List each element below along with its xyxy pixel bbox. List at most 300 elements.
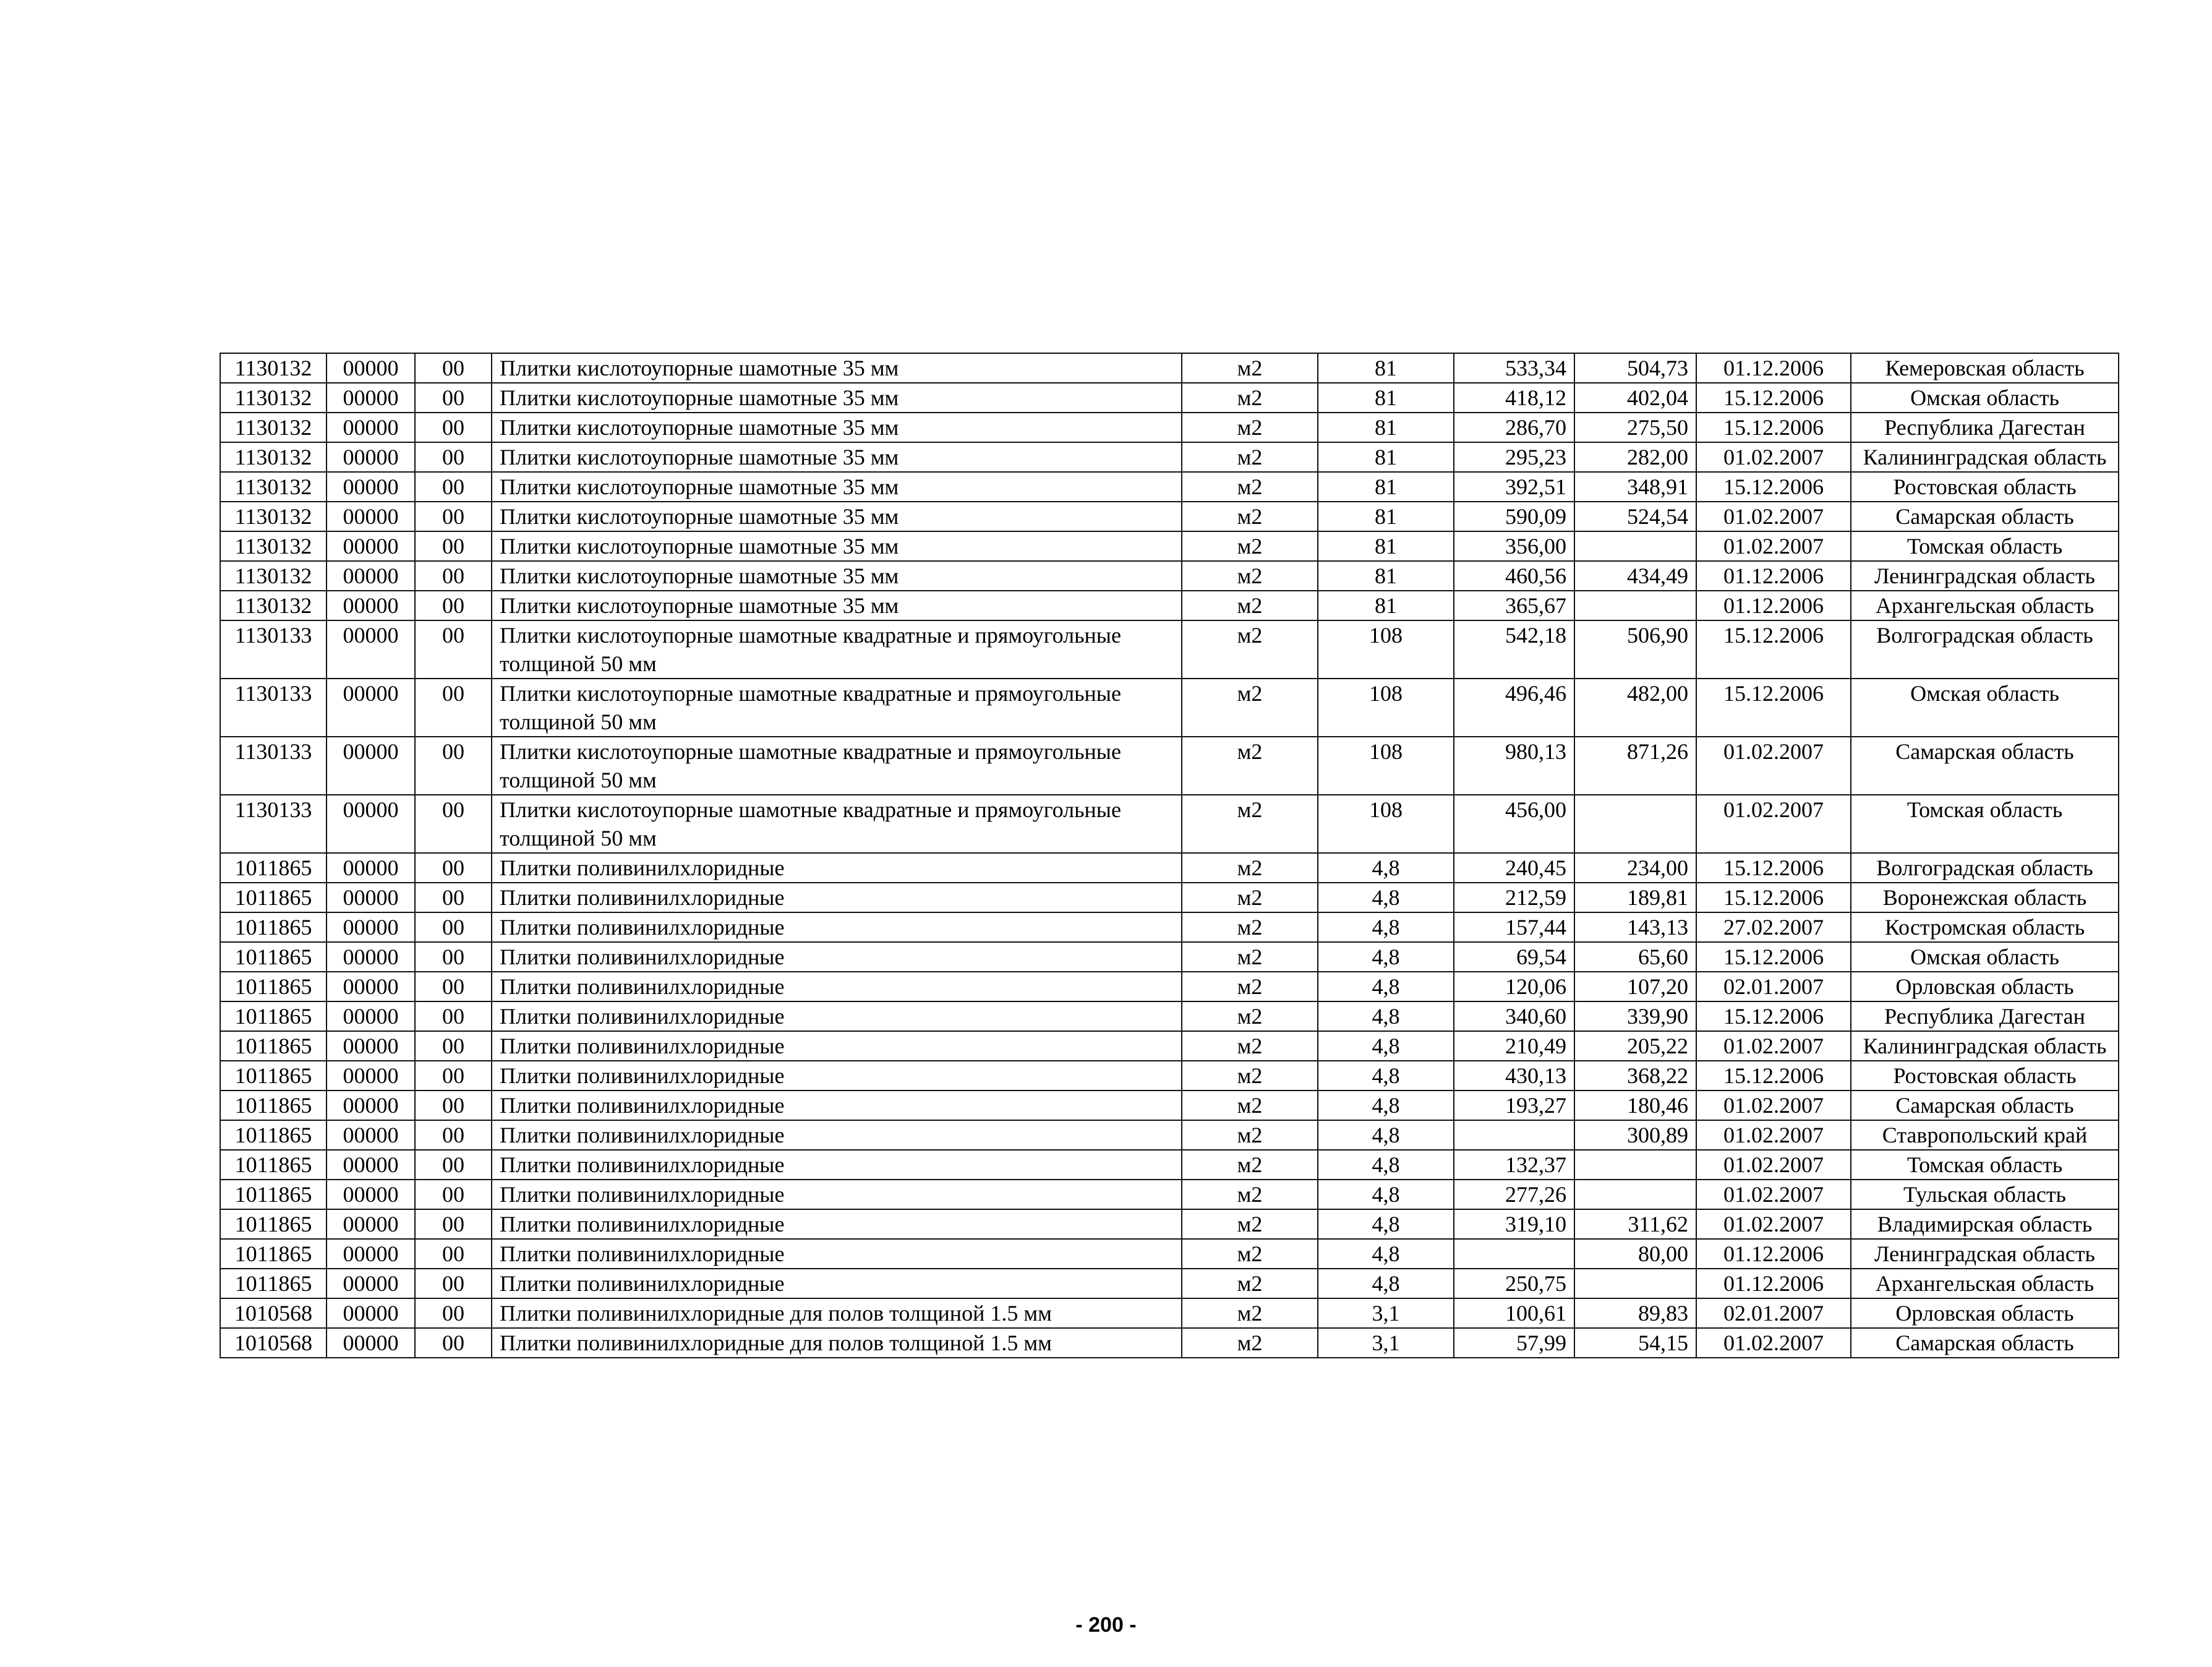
region-cell: Калининградская область	[1851, 1031, 2119, 1061]
item-code-cell: 1130133	[220, 679, 327, 737]
table-row	[220, 883, 2119, 912]
unit-cell: м2	[1182, 1298, 1318, 1328]
suffix-cell: 00	[415, 1061, 492, 1091]
price-2-cell: 311,62	[1574, 1209, 1696, 1239]
price-2-cell: 339,90	[1574, 1001, 1696, 1031]
unit-cell: м2	[1182, 442, 1318, 472]
price-1-cell: 418,12	[1454, 383, 1574, 413]
region-cell: Самарская область	[1851, 737, 2119, 795]
region-cell: Самарская область	[1851, 1091, 2119, 1120]
price-2-cell	[1574, 531, 1696, 561]
price-table	[220, 353, 2119, 1358]
date-cell: 15.12.2006	[1696, 942, 1851, 972]
item-code-cell: 1130133	[220, 737, 327, 795]
region-cell: Архангельская область	[1851, 591, 2119, 620]
material-name-cell: Плитки поливинилхлоридные	[492, 1209, 1182, 1239]
quantity-cell: 4,8	[1318, 1061, 1454, 1091]
subcode-cell: 00000	[327, 1298, 415, 1328]
item-code-cell: 1130132	[220, 413, 327, 442]
region-cell: Владимирская область	[1851, 1209, 2119, 1239]
suffix-cell: 00	[415, 1298, 492, 1328]
table-row	[220, 1269, 2119, 1298]
subcode-cell: 00000	[327, 737, 415, 795]
item-code-cell: 1011865	[220, 1001, 327, 1031]
unit-cell: м2	[1182, 531, 1318, 561]
date-cell: 01.12.2006	[1696, 353, 1851, 383]
material-name-cell: Плитки поливинилхлоридные	[492, 942, 1182, 972]
page-number: - 200 -	[1075, 1613, 1137, 1637]
material-name-cell: Плитки поливинилхлоридные	[492, 1150, 1182, 1180]
suffix-cell: 00	[415, 853, 492, 883]
date-cell: 15.12.2006	[1696, 883, 1851, 912]
price-1-cell: 210,49	[1454, 1031, 1574, 1061]
quantity-cell: 4,8	[1318, 1120, 1454, 1150]
quantity-cell: 108	[1318, 737, 1454, 795]
region-cell: Ленинградская область	[1851, 561, 2119, 591]
material-name-cell: Плитки поливинилхлоридные	[492, 972, 1182, 1001]
item-code-cell: 1130132	[220, 531, 327, 561]
material-name-cell: Плитки кислотоупорные шамотные 35 мм	[492, 502, 1182, 531]
item-code-cell: 1130132	[220, 561, 327, 591]
date-cell: 02.01.2007	[1696, 972, 1851, 1001]
date-cell: 15.12.2006	[1696, 383, 1851, 413]
unit-cell: м2	[1182, 1091, 1318, 1120]
price-1-cell: 496,46	[1454, 679, 1574, 737]
unit-cell: м2	[1182, 502, 1318, 531]
suffix-cell: 00	[415, 353, 492, 383]
material-name-cell: Плитки кислотоупорные шамотные квадратные и прямоугольные толщиной 50 мм	[492, 737, 1182, 795]
subcode-cell: 00000	[327, 591, 415, 620]
unit-cell: м2	[1182, 591, 1318, 620]
material-name-cell: Плитки поливинилхлоридные	[492, 1031, 1182, 1061]
price-1-cell: 590,09	[1454, 502, 1574, 531]
subcode-cell: 00000	[327, 531, 415, 561]
date-cell: 01.02.2007	[1696, 1031, 1851, 1061]
price-1-cell: 132,37	[1454, 1150, 1574, 1180]
price-2-cell: 300,89	[1574, 1120, 1696, 1150]
table-row	[220, 502, 2119, 531]
table-row	[220, 472, 2119, 502]
unit-cell: м2	[1182, 972, 1318, 1001]
table-row	[220, 853, 2119, 883]
quantity-cell: 81	[1318, 353, 1454, 383]
item-code-cell: 1130133	[220, 620, 327, 679]
subcode-cell: 00000	[327, 561, 415, 591]
material-name-cell: Плитки поливинилхлоридные	[492, 1180, 1182, 1209]
price-1-cell: 460,56	[1454, 561, 1574, 591]
item-code-cell: 1130132	[220, 591, 327, 620]
price-1-cell: 365,67	[1454, 591, 1574, 620]
subcode-cell: 00000	[327, 413, 415, 442]
quantity-cell: 4,8	[1318, 1150, 1454, 1180]
unit-cell: м2	[1182, 883, 1318, 912]
price-2-cell: 143,13	[1574, 912, 1696, 942]
price-2-cell: 234,00	[1574, 853, 1696, 883]
subcode-cell: 00000	[327, 1150, 415, 1180]
suffix-cell: 00	[415, 679, 492, 737]
material-name-cell: Плитки кислотоупорные шамотные квадратные и прямоугольные толщиной 50 мм	[492, 679, 1182, 737]
price-2-cell: 205,22	[1574, 1031, 1696, 1061]
suffix-cell: 00	[415, 883, 492, 912]
price-1-cell: 57,99	[1454, 1328, 1574, 1358]
price-1-cell: 533,34	[1454, 353, 1574, 383]
material-name-cell: Плитки поливинилхлоридные	[492, 1269, 1182, 1298]
price-2-cell	[1574, 591, 1696, 620]
price-1-cell: 542,18	[1454, 620, 1574, 679]
price-2-cell: 65,60	[1574, 942, 1696, 972]
price-2-cell: 871,26	[1574, 737, 1696, 795]
date-cell: 01.02.2007	[1696, 1150, 1851, 1180]
price-2-cell: 504,73	[1574, 353, 1696, 383]
suffix-cell: 00	[415, 413, 492, 442]
item-code-cell: 1011865	[220, 972, 327, 1001]
price-1-cell: 430,13	[1454, 1061, 1574, 1091]
price-1-cell: 456,00	[1454, 795, 1574, 853]
item-code-cell: 1011865	[220, 942, 327, 972]
unit-cell: м2	[1182, 1120, 1318, 1150]
table-row	[220, 972, 2119, 1001]
date-cell: 01.02.2007	[1696, 531, 1851, 561]
item-code-cell: 1130132	[220, 353, 327, 383]
subcode-cell: 00000	[327, 1180, 415, 1209]
quantity-cell: 81	[1318, 442, 1454, 472]
price-sheet	[220, 353, 2118, 1358]
unit-cell: м2	[1182, 1328, 1318, 1358]
subcode-cell: 00000	[327, 620, 415, 679]
date-cell: 27.02.2007	[1696, 912, 1851, 942]
material-name-cell: Плитки поливинилхлоридные для полов толщиной 1.5 мм	[492, 1328, 1182, 1358]
region-cell: Воронежская область	[1851, 883, 2119, 912]
price-2-cell: 524,54	[1574, 502, 1696, 531]
date-cell: 01.12.2006	[1696, 1269, 1851, 1298]
unit-cell: м2	[1182, 383, 1318, 413]
quantity-cell: 4,8	[1318, 912, 1454, 942]
suffix-cell: 00	[415, 795, 492, 853]
price-2-cell: 434,49	[1574, 561, 1696, 591]
suffix-cell: 00	[415, 912, 492, 942]
date-cell: 01.12.2006	[1696, 591, 1851, 620]
material-name-cell: Плитки поливинилхлоридные	[492, 1091, 1182, 1120]
subcode-cell: 00000	[327, 1209, 415, 1239]
table-row	[220, 1031, 2119, 1061]
subcode-cell: 00000	[327, 942, 415, 972]
unit-cell: м2	[1182, 1001, 1318, 1031]
price-1-cell: 212,59	[1454, 883, 1574, 912]
subcode-cell: 00000	[327, 472, 415, 502]
subcode-cell: 00000	[327, 502, 415, 531]
table-row	[220, 383, 2119, 413]
price-2-cell: 180,46	[1574, 1091, 1696, 1120]
subcode-cell: 00000	[327, 1001, 415, 1031]
price-1-cell: 100,61	[1454, 1298, 1574, 1328]
table-row	[220, 1150, 2119, 1180]
date-cell: 01.02.2007	[1696, 1091, 1851, 1120]
quantity-cell: 81	[1318, 502, 1454, 531]
date-cell: 01.02.2007	[1696, 737, 1851, 795]
quantity-cell: 4,8	[1318, 1269, 1454, 1298]
price-2-cell: 506,90	[1574, 620, 1696, 679]
item-code-cell: 1011865	[220, 853, 327, 883]
region-cell: Ставропольский край	[1851, 1120, 2119, 1150]
material-name-cell: Плитки поливинилхлоридные	[492, 1120, 1182, 1150]
quantity-cell: 4,8	[1318, 853, 1454, 883]
table-row	[220, 531, 2119, 561]
suffix-cell: 00	[415, 502, 492, 531]
material-name-cell: Плитки кислотоупорные шамотные 35 мм	[492, 413, 1182, 442]
region-cell: Республика Дагестан	[1851, 1001, 2119, 1031]
material-name-cell: Плитки поливинилхлоридные	[492, 1239, 1182, 1269]
region-cell: Калининградская область	[1851, 442, 2119, 472]
suffix-cell: 00	[415, 942, 492, 972]
subcode-cell: 00000	[327, 442, 415, 472]
quantity-cell: 3,1	[1318, 1298, 1454, 1328]
subcode-cell: 00000	[327, 972, 415, 1001]
suffix-cell: 00	[415, 620, 492, 679]
price-2-cell: 54,15	[1574, 1328, 1696, 1358]
material-name-cell: Плитки кислотоупорные шамотные 35 мм	[492, 531, 1182, 561]
unit-cell: м2	[1182, 1031, 1318, 1061]
date-cell: 15.12.2006	[1696, 853, 1851, 883]
price-1-cell: 193,27	[1454, 1091, 1574, 1120]
quantity-cell: 4,8	[1318, 1001, 1454, 1031]
item-code-cell: 1130132	[220, 502, 327, 531]
region-cell: Томская область	[1851, 531, 2119, 561]
quantity-cell: 4,8	[1318, 1180, 1454, 1209]
quantity-cell: 81	[1318, 472, 1454, 502]
material-name-cell: Плитки поливинилхлоридные	[492, 1061, 1182, 1091]
unit-cell: м2	[1182, 561, 1318, 591]
item-code-cell: 1011865	[220, 1031, 327, 1061]
subcode-cell: 00000	[327, 1120, 415, 1150]
subcode-cell: 00000	[327, 383, 415, 413]
date-cell: 01.02.2007	[1696, 442, 1851, 472]
suffix-cell: 00	[415, 531, 492, 561]
item-code-cell: 1011865	[220, 1239, 327, 1269]
price-2-cell: 482,00	[1574, 679, 1696, 737]
suffix-cell: 00	[415, 1091, 492, 1120]
unit-cell: м2	[1182, 1209, 1318, 1239]
table-row	[220, 942, 2119, 972]
item-code-cell: 1011865	[220, 1209, 327, 1239]
material-name-cell: Плитки кислотоупорные шамотные 35 мм	[492, 383, 1182, 413]
table-row	[220, 1298, 2119, 1328]
quantity-cell: 81	[1318, 383, 1454, 413]
table-row	[220, 1209, 2119, 1239]
region-cell: Томская область	[1851, 795, 2119, 853]
material-name-cell: Плитки кислотоупорные шамотные 35 мм	[492, 561, 1182, 591]
quantity-cell: 4,8	[1318, 1209, 1454, 1239]
unit-cell: м2	[1182, 353, 1318, 383]
price-2-cell: 80,00	[1574, 1239, 1696, 1269]
price-2-cell	[1574, 795, 1696, 853]
price-2-cell	[1574, 1180, 1696, 1209]
suffix-cell: 00	[415, 1180, 492, 1209]
subcode-cell: 00000	[327, 1239, 415, 1269]
table-row	[220, 912, 2119, 942]
price-1-cell: 157,44	[1454, 912, 1574, 942]
item-code-cell: 1011865	[220, 912, 327, 942]
region-cell: Томская область	[1851, 1150, 2119, 1180]
table-row	[220, 679, 2119, 737]
price-2-cell	[1574, 1269, 1696, 1298]
quantity-cell: 4,8	[1318, 1031, 1454, 1061]
table-row	[220, 620, 2119, 679]
region-cell: Омская область	[1851, 679, 2119, 737]
unit-cell: м2	[1182, 679, 1318, 737]
price-1-cell: 295,23	[1454, 442, 1574, 472]
date-cell: 15.12.2006	[1696, 620, 1851, 679]
quantity-cell: 3,1	[1318, 1328, 1454, 1358]
suffix-cell: 00	[415, 1120, 492, 1150]
region-cell: Ростовская область	[1851, 472, 2119, 502]
suffix-cell: 00	[415, 1328, 492, 1358]
price-1-cell: 392,51	[1454, 472, 1574, 502]
price-1-cell: 120,06	[1454, 972, 1574, 1001]
price-1-cell: 277,26	[1454, 1180, 1574, 1209]
table-row	[220, 353, 2119, 383]
unit-cell: м2	[1182, 1269, 1318, 1298]
table-row	[220, 1328, 2119, 1358]
price-1-cell: 980,13	[1454, 737, 1574, 795]
item-code-cell: 1130132	[220, 383, 327, 413]
date-cell: 15.12.2006	[1696, 472, 1851, 502]
date-cell: 01.02.2007	[1696, 1180, 1851, 1209]
unit-cell: м2	[1182, 737, 1318, 795]
material-name-cell: Плитки кислотоупорные шамотные 35 мм	[492, 442, 1182, 472]
subcode-cell: 00000	[327, 1061, 415, 1091]
item-code-cell: 1010568	[220, 1298, 327, 1328]
table-row	[220, 1091, 2119, 1120]
quantity-cell: 108	[1318, 679, 1454, 737]
price-1-cell: 240,45	[1454, 853, 1574, 883]
subcode-cell: 00000	[327, 853, 415, 883]
subcode-cell: 00000	[327, 1269, 415, 1298]
material-name-cell: Плитки поливинилхлоридные	[492, 883, 1182, 912]
table-row	[220, 1061, 2119, 1091]
unit-cell: м2	[1182, 1150, 1318, 1180]
unit-cell: м2	[1182, 1061, 1318, 1091]
item-code-cell: 1011865	[220, 1180, 327, 1209]
price-2-cell: 402,04	[1574, 383, 1696, 413]
quantity-cell: 4,8	[1318, 1091, 1454, 1120]
region-cell: Архангельская область	[1851, 1269, 2119, 1298]
date-cell: 01.12.2006	[1696, 1239, 1851, 1269]
table-row	[220, 1120, 2119, 1150]
quantity-cell: 81	[1318, 531, 1454, 561]
table-row	[220, 591, 2119, 620]
unit-cell: м2	[1182, 1180, 1318, 1209]
subcode-cell: 00000	[327, 353, 415, 383]
region-cell: Орловская область	[1851, 1298, 2119, 1328]
price-2-cell: 107,20	[1574, 972, 1696, 1001]
price-2-cell: 348,91	[1574, 472, 1696, 502]
date-cell: 15.12.2006	[1696, 1061, 1851, 1091]
unit-cell: м2	[1182, 853, 1318, 883]
table-row	[220, 561, 2119, 591]
region-cell: Орловская область	[1851, 972, 2119, 1001]
item-code-cell: 1130133	[220, 795, 327, 853]
suffix-cell: 00	[415, 442, 492, 472]
subcode-cell: 00000	[327, 795, 415, 853]
date-cell: 15.12.2006	[1696, 1001, 1851, 1031]
item-code-cell: 1011865	[220, 883, 327, 912]
price-2-cell: 368,22	[1574, 1061, 1696, 1091]
suffix-cell: 00	[415, 1150, 492, 1180]
quantity-cell: 81	[1318, 561, 1454, 591]
price-1-cell: 286,70	[1454, 413, 1574, 442]
region-cell: Ленинградская область	[1851, 1239, 2119, 1269]
price-2-cell: 275,50	[1574, 413, 1696, 442]
subcode-cell: 00000	[327, 679, 415, 737]
date-cell: 01.02.2007	[1696, 502, 1851, 531]
table-row	[220, 737, 2119, 795]
item-code-cell: 1130132	[220, 442, 327, 472]
region-cell: Самарская область	[1851, 1328, 2119, 1358]
unit-cell: м2	[1182, 912, 1318, 942]
price-2-cell	[1574, 1150, 1696, 1180]
table-row	[220, 795, 2119, 853]
price-2-cell: 189,81	[1574, 883, 1696, 912]
item-code-cell: 1011865	[220, 1061, 327, 1091]
suffix-cell: 00	[415, 1269, 492, 1298]
suffix-cell: 00	[415, 1239, 492, 1269]
price-1-cell: 319,10	[1454, 1209, 1574, 1239]
region-cell: Волгоградская область	[1851, 853, 2119, 883]
unit-cell: м2	[1182, 472, 1318, 502]
subcode-cell: 00000	[327, 1031, 415, 1061]
date-cell: 15.12.2006	[1696, 679, 1851, 737]
subcode-cell: 00000	[327, 912, 415, 942]
date-cell: 01.12.2006	[1696, 561, 1851, 591]
suffix-cell: 00	[415, 972, 492, 1001]
suffix-cell: 00	[415, 472, 492, 502]
unit-cell: м2	[1182, 1239, 1318, 1269]
quantity-cell: 81	[1318, 591, 1454, 620]
region-cell: Республика Дагестан	[1851, 413, 2119, 442]
quantity-cell: 4,8	[1318, 1239, 1454, 1269]
suffix-cell: 00	[415, 591, 492, 620]
price-1-cell	[1454, 1120, 1574, 1150]
region-cell: Ростовская область	[1851, 1061, 2119, 1091]
region-cell: Самарская область	[1851, 502, 2119, 531]
region-cell: Кемеровская область	[1851, 353, 2119, 383]
item-code-cell: 1130132	[220, 472, 327, 502]
region-cell: Волгоградская область	[1851, 620, 2119, 679]
region-cell: Тульская область	[1851, 1180, 2119, 1209]
quantity-cell: 4,8	[1318, 883, 1454, 912]
region-cell: Омская область	[1851, 942, 2119, 972]
subcode-cell: 00000	[327, 883, 415, 912]
unit-cell: м2	[1182, 620, 1318, 679]
quantity-cell: 4,8	[1318, 972, 1454, 1001]
subcode-cell: 00000	[327, 1328, 415, 1358]
date-cell: 01.02.2007	[1696, 1328, 1851, 1358]
material-name-cell: Плитки поливинилхлоридные	[492, 1001, 1182, 1031]
suffix-cell: 00	[415, 1031, 492, 1061]
subcode-cell: 00000	[327, 1091, 415, 1120]
material-name-cell: Плитки кислотоупорные шамотные квадратные и прямоугольные толщиной 50 мм	[492, 795, 1182, 853]
price-1-cell: 250,75	[1454, 1269, 1574, 1298]
material-name-cell: Плитки поливинилхлоридные	[492, 912, 1182, 942]
suffix-cell: 00	[415, 561, 492, 591]
suffix-cell: 00	[415, 737, 492, 795]
price-1-cell: 356,00	[1454, 531, 1574, 561]
item-code-cell: 1011865	[220, 1150, 327, 1180]
table-row	[220, 442, 2119, 472]
item-code-cell: 1011865	[220, 1120, 327, 1150]
unit-cell: м2	[1182, 413, 1318, 442]
material-name-cell: Плитки поливинилхлоридные для полов толщиной 1.5 мм	[492, 1298, 1182, 1328]
